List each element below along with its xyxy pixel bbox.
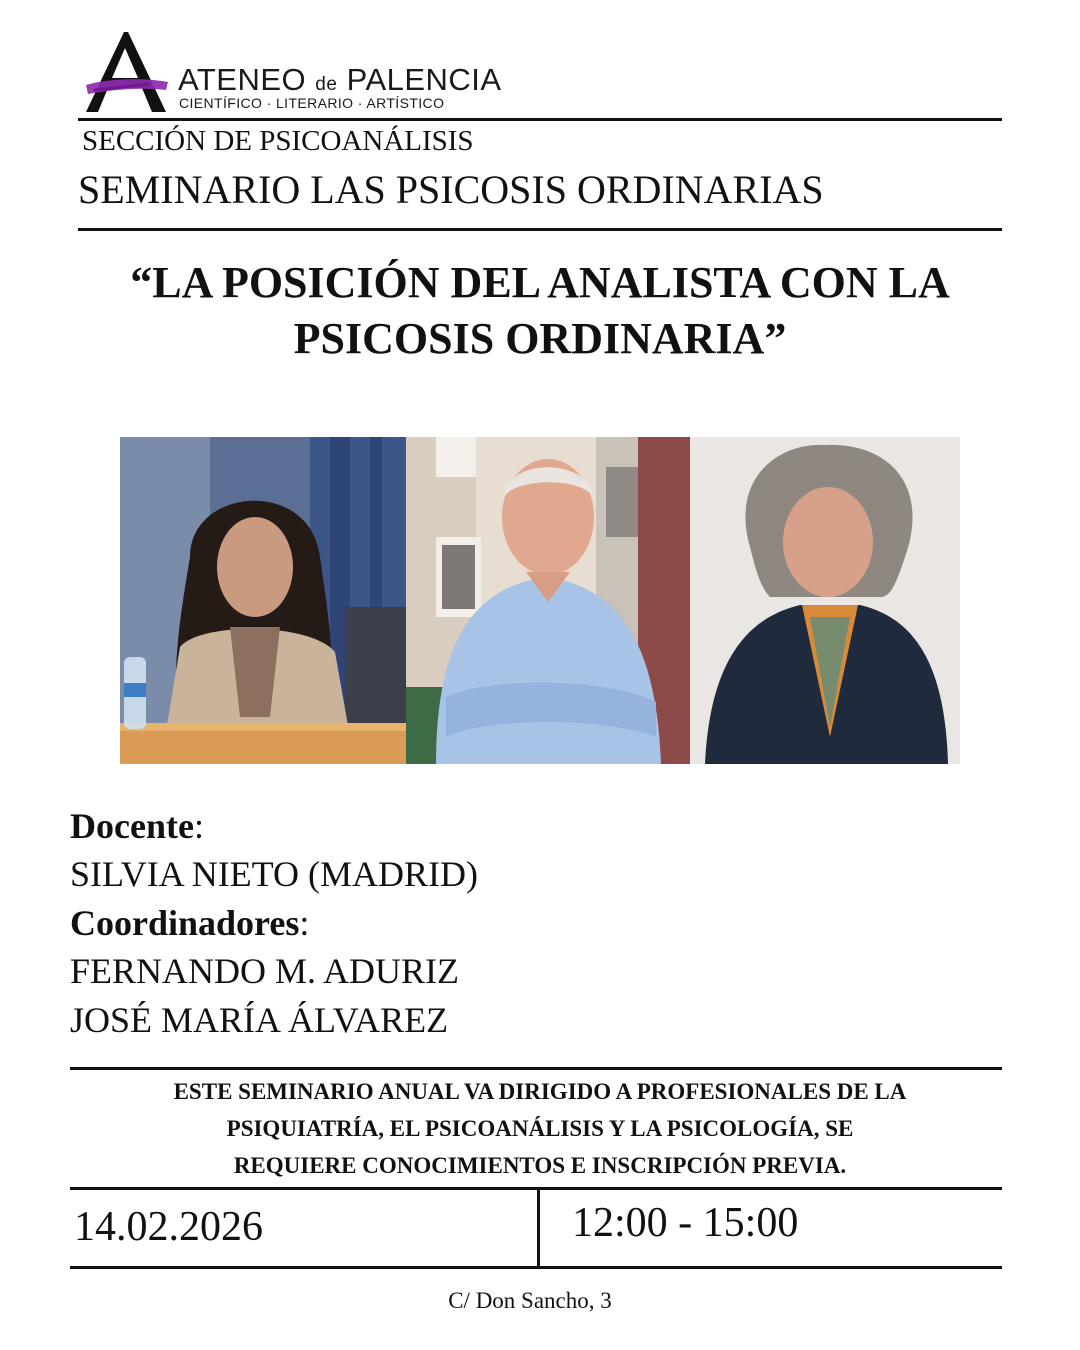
docente-label: Docente: [70, 806, 204, 846]
logo-name: ATENEO de PALENCIA [178, 62, 502, 97]
event-address: C/ Don Sancho, 3 [448, 1288, 612, 1313]
talk-title-line-1: “LA POSICIÓN DEL ANALISTA CON LA [130, 258, 950, 307]
divider-date-vertical [537, 1188, 540, 1268]
coordinador-2: JOSÉ MARÍA ÁLVAREZ [70, 1000, 449, 1040]
event-date: 14.02.2026 [74, 1204, 263, 1250]
coordinador-1: FERNANDO M. ADURIZ [70, 951, 460, 991]
divider-date-top [70, 1187, 1002, 1190]
section-title: SECCIÓN DE PSICOANÁLISIS [82, 125, 474, 157]
seminar-title: SEMINARIO LAS PSICOSIS ORDINARIAS [78, 167, 824, 212]
coordinadores-label: Coordinadores: [70, 903, 310, 943]
photo-jose-maria-alvarez [690, 437, 960, 764]
photo-fernando-m-aduriz [406, 437, 690, 764]
ateneo-logo-mark [80, 30, 172, 116]
divider-header [78, 228, 1002, 231]
logo-subtitle: CIENTÍFICO · LITERARIO · ARTÍSTICO [179, 95, 445, 111]
talk-title-line-2: PSICOSIS ORDINARIA” [293, 314, 787, 363]
divider-notice-top [70, 1067, 1002, 1070]
event-time: 12:00 - 15:00 [572, 1200, 799, 1246]
notice-text [60, 1073, 1020, 1184]
docente-name: SILVIA NIETO (MADRID) [70, 854, 478, 894]
notice-line-3: REQUIERE CONOCIMIENTOS E INSCRIPCIÓN PREVIA. [233, 1153, 847, 1178]
divider-date-bottom [70, 1266, 1002, 1269]
notice-line-2: PSIQUIATRÍA, EL PSICOANÁLISIS Y LA PSICOLOGÍA, SE [226, 1116, 854, 1141]
notice-line-1: ESTE SEMINARIO ANUAL VA DIRIGIDO A PROFESIONALES DE LA [173, 1079, 907, 1104]
divider-top [78, 118, 1002, 121]
photo-silvia-nieto [120, 437, 406, 764]
